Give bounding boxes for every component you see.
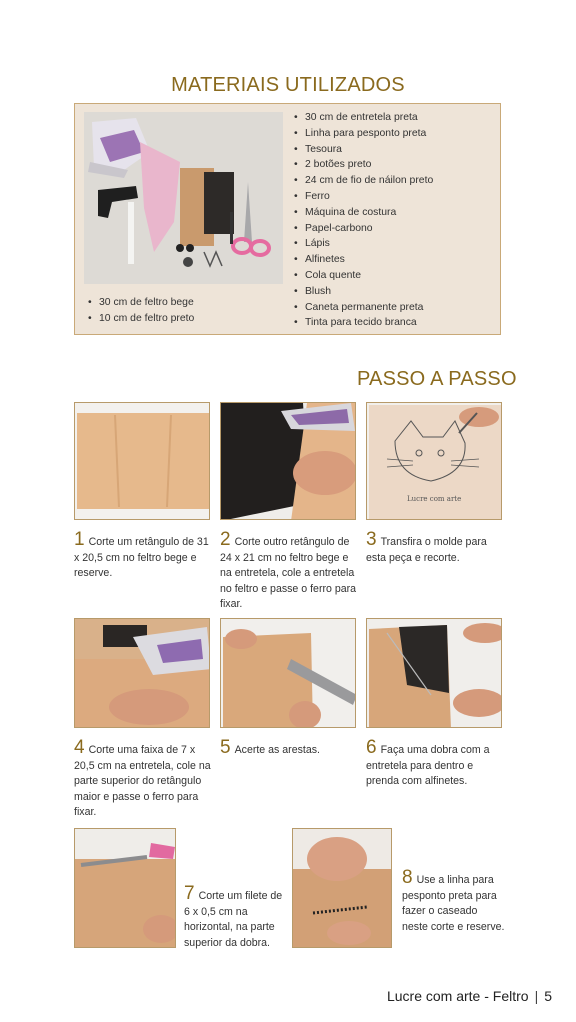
materials-list-right: [294, 110, 433, 331]
material-item: • 24 cm de fio de náilon preto: [294, 173, 433, 189]
step-4: [74, 737, 214, 821]
material-item: • 30 cm de feltro bege: [88, 295, 194, 311]
trimming-edges-image: [221, 619, 356, 728]
material-item: • Lápis: [294, 236, 433, 252]
step-1-photo: [74, 402, 210, 520]
step-number: 5: [220, 737, 231, 758]
step-3: [366, 529, 506, 566]
step-number: 6: [366, 737, 377, 758]
steps-heading: PASSO A PASSO: [357, 368, 517, 390]
pattern-tracing-image: [367, 403, 502, 520]
cutting-slit-image: [75, 829, 176, 948]
materials-list-left: [88, 295, 194, 327]
buttonhole-stitching-image: [293, 829, 392, 948]
step-number: 3: [366, 529, 377, 550]
footer-separator: |: [534, 988, 539, 1004]
page-footer: [387, 988, 552, 1004]
pattern-label: Lucre com arte: [407, 495, 462, 503]
step-number: 4: [74, 737, 85, 758]
step-text: Acerte as arestas.: [234, 744, 320, 756]
page-number: 5: [544, 988, 552, 1004]
folding-pinning-image: [367, 619, 502, 728]
step-text: Transfira o molde para esta peça e recorte.: [366, 536, 487, 564]
step-6: [366, 737, 504, 790]
step-text: Corte outro retângulo de 24 x 21 cm no feltro bege e na entretela, cole a entretela no feltro e passe o ferro para fixar.: [220, 536, 357, 611]
step-3-photo: [366, 402, 502, 520]
step-2-photo: [220, 402, 356, 520]
step-text: Use a linha para pesponto preta para fazer o caseado neste corte e reserve.: [402, 874, 505, 933]
material-item: • Caneta permanente preta: [294, 300, 433, 316]
step-text: Faça uma dobra com a entretela para dentro e prenda com alfinetes.: [366, 744, 490, 788]
step-2: [220, 529, 360, 613]
material-item: • 10 cm de feltro preto: [88, 311, 194, 327]
material-item: • Tesoura: [294, 142, 433, 158]
step-8-photo: [292, 828, 392, 948]
step-text: Corte uma faixa de 7 x 20,5 cm na entretela, cole na parte superior do retângulo maior e passe o ferro para fixar.: [74, 744, 211, 819]
felt-rectangle-image: [75, 403, 210, 520]
materials-photo: [84, 112, 283, 284]
step-7-photo: [74, 828, 176, 948]
step-number: 2: [220, 529, 231, 550]
step-7: [184, 883, 284, 951]
magazine-title: Lucre com arte - Feltro: [386, 988, 529, 1004]
material-item: • Blush: [294, 284, 433, 300]
material-item: • Alfinetes: [294, 252, 433, 268]
material-item: • Máquina de costura: [294, 205, 433, 221]
step-8: [402, 867, 506, 935]
material-item: • Tinta para tecido branca: [294, 315, 433, 331]
material-item: • 2 botões preto: [294, 157, 433, 173]
material-item: • Linha para pesponto preta: [294, 126, 433, 142]
step-1: [74, 529, 216, 582]
step-text: Corte um retângulo de 31 x 20,5 cm no feltro bege e reserve.: [74, 536, 209, 580]
step-number: 1: [74, 529, 85, 550]
step-text: Corte um filete de 6 x 0,5 cm na horizontal, na parte superior da dobra.: [184, 890, 283, 949]
materials-illustration: [84, 112, 283, 284]
material-item: • Ferro: [294, 189, 433, 205]
step-number: 7: [184, 883, 195, 904]
materials-heading: MATERIAIS UTILIZADOS: [171, 74, 405, 96]
ironing-strip-image: [75, 619, 210, 728]
material-item: • Papel-carbono: [294, 221, 433, 237]
step-4-photo: [74, 618, 210, 728]
material-item: • 30 cm de entretela preta: [294, 110, 433, 126]
step-6-photo: [366, 618, 502, 728]
step-5-photo: [220, 618, 356, 728]
step-5: [220, 737, 360, 759]
material-item: • Cola quente: [294, 268, 433, 284]
ironing-image: [221, 403, 356, 520]
step-number: 8: [402, 867, 413, 888]
